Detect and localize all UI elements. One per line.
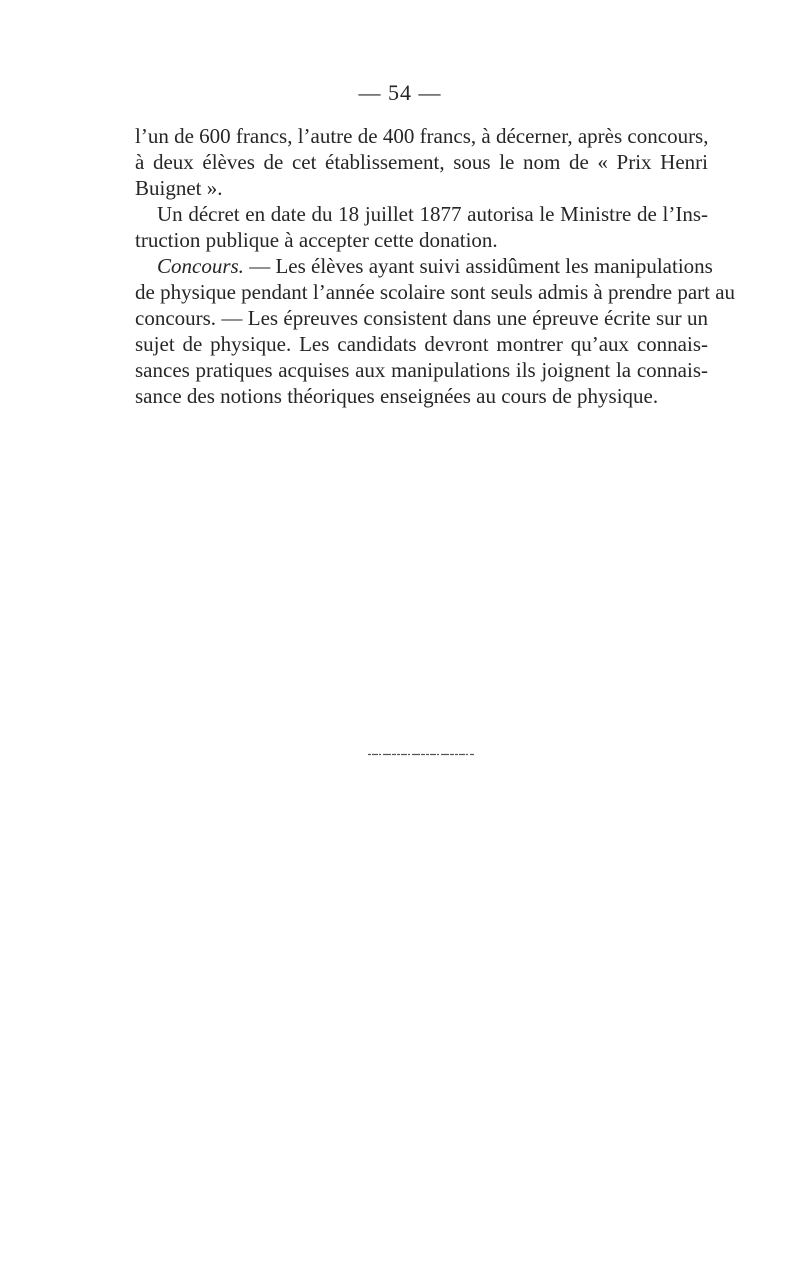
end-rule-divider <box>368 753 474 756</box>
text-line: sance des notions théoriques enseignées au cours de physique. <box>135 384 659 408</box>
page-number: — 54 — <box>358 80 442 105</box>
text-line: concours. — Les épreuves consistent dans une épreuve écrite sur un <box>135 306 708 330</box>
text-line: à deux élèves de cet établissement, sous le nom de « Prix Henri <box>135 150 708 174</box>
paragraph-prize-description <box>135 123 708 201</box>
paragraph-concours <box>135 253 736 409</box>
text-line <box>135 253 713 279</box>
body-text <box>135 123 736 409</box>
text-line: sujet de physique. Les candidats devront montrer qu’aux connais- <box>135 332 708 356</box>
section-heading-concours: Concours. <box>157 254 244 278</box>
text-line: Buignet ». <box>135 176 223 200</box>
paragraph-decree <box>135 201 708 253</box>
text-line: de physique pendant l’année scolaire sont seuls admis à prendre part au <box>135 280 736 304</box>
text-line: sances pratiques acquises aux manipulations ils joignent la connais- <box>135 358 708 382</box>
text-line: truction publique à accepter cette donation. <box>135 228 498 252</box>
text-fragment: — Les élèves ayant suivi assidûment les manipulations <box>243 254 713 278</box>
text-line: l’un de 600 francs, l’autre de 400 francs, à décerner, après concours, <box>135 124 709 148</box>
text-line: Un décret en date du 18 juillet 1877 autorisa le Ministre de l’Ins- <box>157 202 708 226</box>
